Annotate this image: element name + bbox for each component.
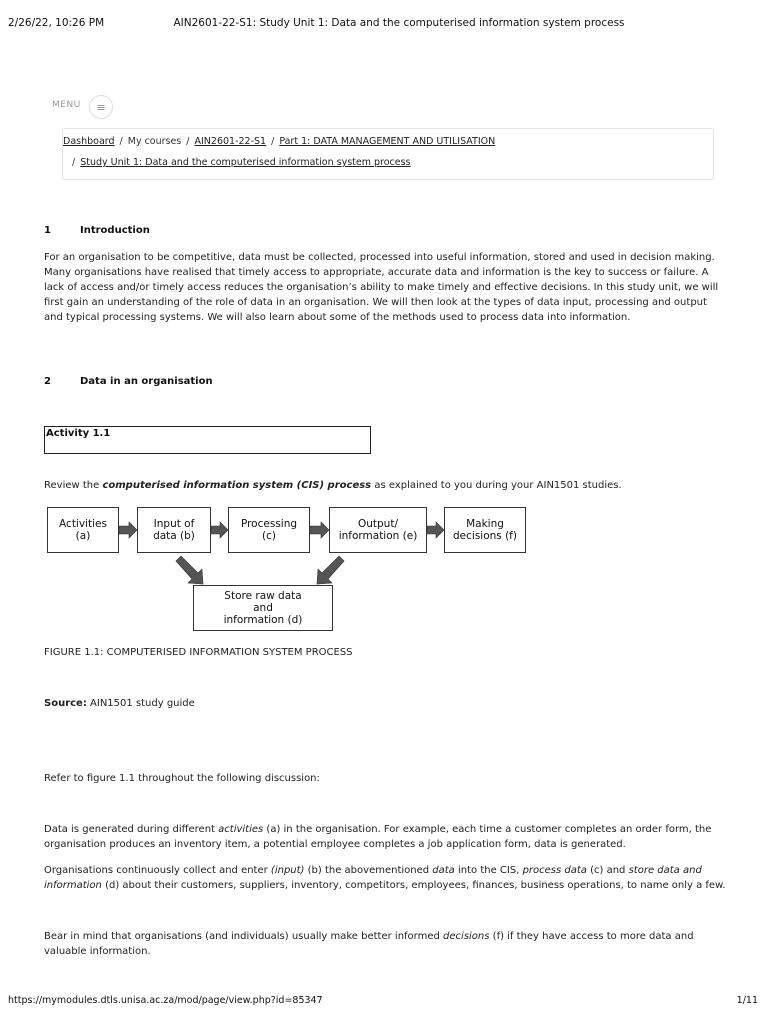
menu-button[interactable] [89,95,113,119]
figure-caption: FIGURE 1.1: COMPUTERISED INFORMATION SYSTEM PROCESS [44,647,353,658]
paragraph-collect-data: Organisations continuously collect and enter (input) (b) the abovementioned data into the CIS, process data (c) and store data and information (d) about their customers, suppliers, inventory, competitors, employees, finances, business operations, to name only a few. [44,865,726,891]
review-text: Review the computerised information system (CIS) process as explained to you during your AIN1501 studies. [44,480,622,491]
section-number: 1 [44,225,51,236]
activity-title: Activity 1.1 [46,428,111,439]
diagram-box-processing: Processing (c) [228,507,310,553]
diagram-box-input: Input of data (b) [137,507,211,553]
paragraph-data-generated: Data is generated during different activities (a) in the organisation. For example, each time a customer completes an order form, the organisation produces an inventory item, a potential employee completes a job application form, data is generated. [44,824,712,850]
breadcrumb-my-courses: My courses [127,136,182,147]
hamburger-icon: ≡ [96,100,106,114]
arrow-right-icon [310,522,329,538]
diagram-box-decisions: Making decisions (f) [444,507,526,553]
intro-paragraph: For an organisation to be competitive, data must be collected, processed into useful information, stored and used in decision making. Many organisations have realised that timely access to appropriate, accurate data and information is the key to success or failure. A lack of access and/or timely access reduces the organisation’s ability to make timely and effective decisions. In this study unit, we will first gain an understanding of the role of data in an organisation. We will then look at the types of data input, processing and output and typical processing systems. We will also learn about some of the methods used to process data into information. [44,252,719,323]
source-line: Source: AIN1501 study guide [44,698,195,709]
footer-page-number: 1/11 [736,995,758,1006]
refer-text: Refer to figure 1.1 throughout the following discussion: [44,773,320,784]
print-title: AIN2601-22-S1: Study Unit 1: Data and the computerised information system process [173,17,625,29]
section-heading: Introduction [80,225,150,236]
breadcrumb-part[interactable]: Part 1: DATA MANAGEMENT AND UTILISATION [279,136,496,147]
activity-box [44,426,371,454]
breadcrumb [62,128,714,180]
breadcrumb-separator: / [186,136,190,147]
breadcrumb-separator: / [271,136,275,147]
arrow-right-icon [119,522,137,538]
diagram-box-activities: Activities (a) [47,507,119,553]
paragraph-decisions: Bear in mind that organisations (and individuals) usually make better informed decisions (f) if they have access to more data and valuable information. [44,931,694,957]
diagram-box-store: Store raw data and information (d) [193,585,333,631]
print-datetime: 2/26/22, 10:26 PM [8,17,105,29]
breadcrumb-separator: / [72,157,76,168]
section-number: 2 [44,376,51,387]
breadcrumb-dashboard[interactable]: Dashboard [63,136,115,147]
breadcrumb-course[interactable]: AIN2601-22-S1 [194,136,267,147]
arrow-right-icon [427,522,444,538]
section-heading: Data in an organisation [80,376,213,387]
arrow-down-right-icon [176,556,203,584]
footer-url: https://mymodules.dtls.unisa.ac.za/mod/page/view.php?id=85347 [8,995,323,1006]
menu-label[interactable]: MENU [52,100,81,110]
arrow-right-icon [211,522,228,538]
arrow-down-left-icon [317,556,344,584]
breadcrumb-separator: / [119,136,123,147]
breadcrumb-study-unit[interactable]: Study Unit 1: Data and the computerised information system process [80,157,411,168]
diagram-box-output: Output/ information (e) [329,507,427,553]
